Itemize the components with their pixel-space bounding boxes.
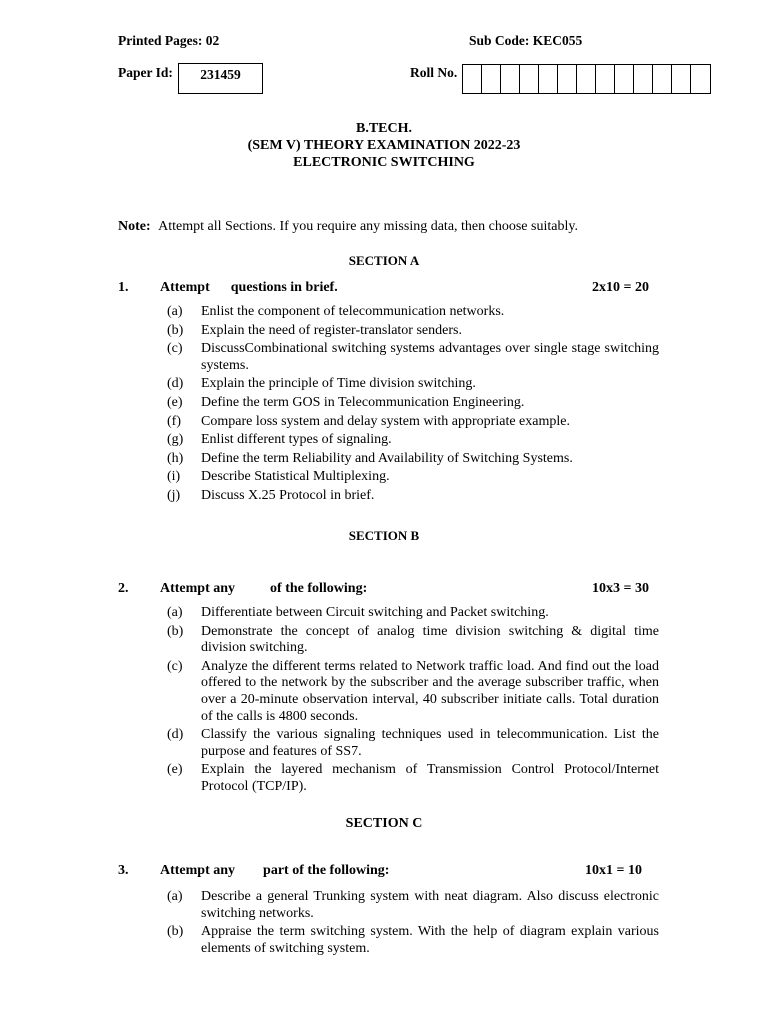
question-item-text: Discuss X.25 Protocol in brief. <box>201 487 375 503</box>
roll-no-cell <box>672 65 691 93</box>
question-item-label: (e) <box>167 394 183 410</box>
question-item-text: Enlist the component of telecommunication networks. <box>201 304 505 319</box>
question-item <box>167 889 659 922</box>
question-2-marks: 10x3 = 30 <box>592 581 649 596</box>
roll-no-cell <box>463 65 482 93</box>
question-item <box>167 323 659 340</box>
question-item <box>167 432 659 449</box>
question-item-label: (b) <box>167 924 184 940</box>
section-c-heading: SECTION C <box>345 816 423 831</box>
note-label: Note: <box>118 219 151 234</box>
note <box>118 219 578 235</box>
question-item-text: Classify the various signaling techniques used in telecommunication. List the purpose and features of SS7. <box>201 727 659 759</box>
title-subject: ELECTRONIC SWITCHING <box>293 155 475 170</box>
section-b-items <box>167 605 659 798</box>
question-item <box>167 762 659 795</box>
roll-no-cell <box>520 65 539 93</box>
question-item <box>167 395 659 412</box>
roll-no-cell <box>596 65 615 93</box>
roll-number-grid <box>462 64 711 94</box>
question-item-label: (d) <box>167 727 184 743</box>
question-2-instruction: Attempt any of the following: <box>160 581 368 596</box>
question-item-label: (b) <box>167 623 184 639</box>
question-3-number: 3. <box>118 863 129 878</box>
question-item-label: (c) <box>167 341 183 357</box>
question-item <box>167 341 659 374</box>
question-item-text: DiscussCombinational switching systems advantages over single stage switching systems. <box>201 341 659 373</box>
question-item-label: (d) <box>167 376 184 392</box>
question-item-label: (a) <box>167 605 183 620</box>
roll-no-cell <box>539 65 558 93</box>
roll-no-cell <box>558 65 577 93</box>
question-item-text: Describe Statistical Multiplexing. <box>201 469 390 485</box>
question-item <box>167 376 659 393</box>
question-item-text: Compare loss system and delay system with appropriate example. <box>201 413 570 429</box>
question-item <box>167 605 659 622</box>
question-item <box>167 451 659 468</box>
question-1-marks: 2x10 = 20 <box>592 280 649 295</box>
question-1-instruction: Attempt questions in brief. <box>160 280 338 295</box>
question-item <box>167 304 659 321</box>
title-exam: (SEM V) THEORY EXAMINATION 2022-23 <box>247 138 521 153</box>
question-item-text: Demonstrate the concept of analog time division switching & digital time division switching. <box>201 623 659 656</box>
paper-id-box <box>178 63 263 94</box>
note-text: Attempt all Sections. If you require any missing data, then choose suitably. <box>158 219 578 234</box>
question-1-number: 1. <box>118 280 129 295</box>
roll-no-cell <box>615 65 634 93</box>
roll-no-cell <box>482 65 501 93</box>
question-item-text: Differentiate between Circuit switching and Packet switching. <box>201 605 549 620</box>
question-3-marks: 10x1 = 10 <box>585 863 642 878</box>
printed-pages: Printed Pages: 02 <box>118 33 220 48</box>
question-item <box>167 469 659 486</box>
question-item-label: (f) <box>167 413 181 429</box>
question-item-label: (a) <box>167 889 183 904</box>
question-item <box>167 624 659 657</box>
question-item-label: (a) <box>167 304 183 319</box>
question-item-text: Describe a general Trunking system with neat diagram. Also discuss electronic switching networks. <box>201 889 659 921</box>
roll-no-cell <box>577 65 596 93</box>
roll-no-cell <box>501 65 520 93</box>
section-a-heading: SECTION A <box>348 253 420 268</box>
question-item-text: Explain the layered mechanism of Transmission Control Protocol/Internet Protocol (TCP/IP). <box>201 762 659 794</box>
question-item-label: (i) <box>167 469 181 485</box>
paper-id-label: Paper Id: <box>118 65 173 80</box>
question-3-instruction: Attempt any part of the following: <box>160 863 390 878</box>
question-item <box>167 727 659 760</box>
question-item <box>167 924 659 957</box>
section-c-items <box>167 889 659 959</box>
paper-id-value: 231459 <box>200 67 241 82</box>
question-item-text: Define the term Reliability and Availability of Switching Systems. <box>201 450 573 466</box>
question-item-label: (h) <box>167 450 184 466</box>
question-item <box>167 488 659 505</box>
title-degree: B.TECH. <box>355 121 412 136</box>
question-item-text: Explain the principle of Time division switching. <box>201 376 476 392</box>
roll-no-cell <box>653 65 672 93</box>
question-item-label: (g) <box>167 432 184 448</box>
question-item-label: (e) <box>167 762 183 778</box>
question-item-text: Analyze the different terms related to Network traffic load. And find out the load offered to the network by the subscriber and the average subscriber traffic, when over a 20-minute observation interval, 40 subscriber initiate calls. Total duration of the calls is 4800 seconds. <box>201 658 659 724</box>
question-item-text: Explain the need of register-translator senders. <box>201 322 462 338</box>
question-item-label: (b) <box>167 322 184 338</box>
section-a-items <box>167 304 659 507</box>
question-item-text: Define the term GOS in Telecommunication Engineering. <box>201 394 525 410</box>
question-2-number: 2. <box>118 581 129 596</box>
question-item <box>167 659 659 725</box>
question-item-label: (j) <box>167 487 181 503</box>
question-item <box>167 414 659 431</box>
roll-no-cell <box>634 65 653 93</box>
question-item-text: Appraise the term switching system. With the help of diagram explain various elements of switching system. <box>201 924 659 956</box>
roll-no-cell <box>691 65 710 93</box>
sub-code: Sub Code: KEC055 <box>469 33 583 48</box>
roll-no-label: Roll No. <box>410 65 458 80</box>
section-b-heading: SECTION B <box>348 528 420 543</box>
question-item-label: (c) <box>167 658 183 674</box>
question-item-text: Enlist different types of signaling. <box>201 432 392 448</box>
